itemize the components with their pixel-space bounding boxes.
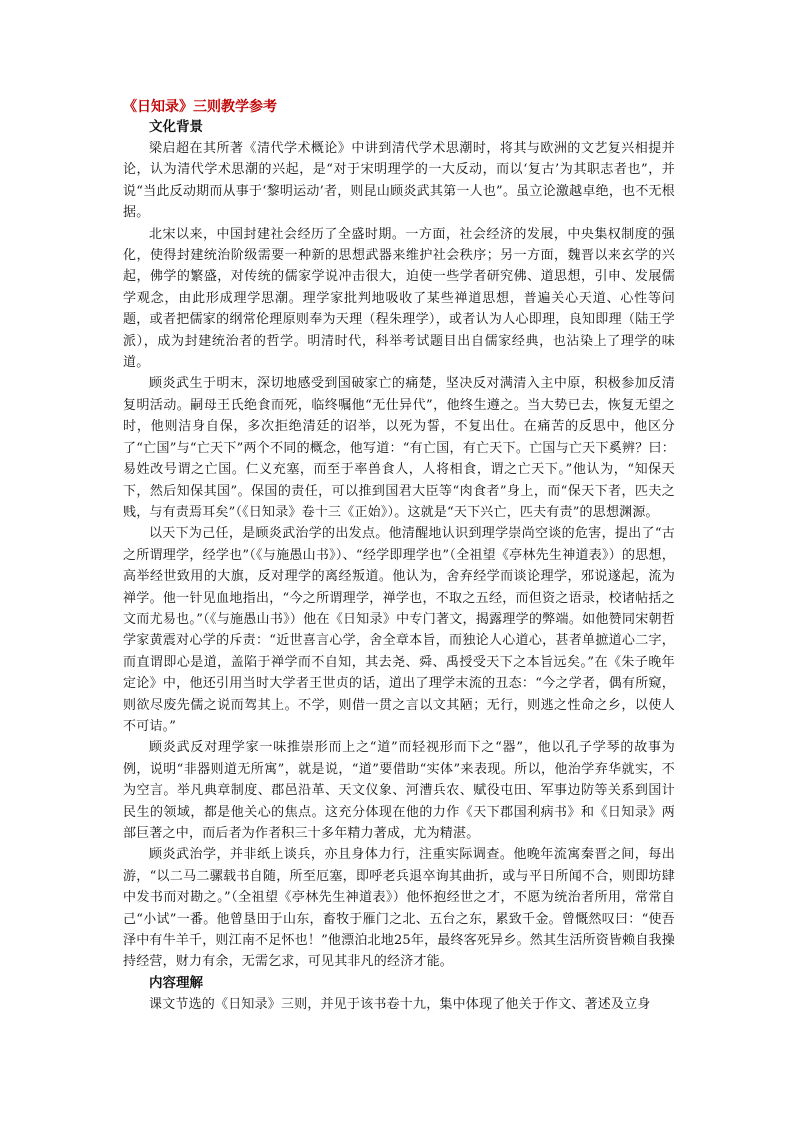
document-page [123,97,675,1015]
document-title: 《日知录》三则教学参考 [123,99,277,115]
paragraph: 梁启超在其所著《清代学术概论》中讲到清代学术思潮时，将其与欧洲的文艺复兴相提并论，认为清代学术思潮的兴起，是“对于宋明理学的一大反动，而以‘复古’为其职志者也”，并说“当此反动期而从事于‘黎明运动’者，则昆山顾炎武其第一人也”。虽立论激越卓绝，也不无根据。 [123,141,675,221]
paragraph: 顾炎武生于明末，深切地感受到国破家亡的痛楚，坚决反对满清入主中原，积极参加反清复明活动。嗣母王氏绝食而死，临终嘱他“无仕异代”，他终生遵之。当大势已去，恢复无望之时，他则洁身自保，多次拒绝清廷的诏举，以死为誓，不复出仕。在痛苦的反思中，他区分了“亡国”与“亡天下”两个不同的概念，他写道：“有亡国，有亡天下。亡国与亡天下奚辨？曰：易姓改号谓之亡国。仁义充塞，而至于率兽食人，人将相食，谓之亡天下。”他认为，“知保天下，然后知保其国”。保国的责任，可以推到国君大臣等“肉食者”身上，而“保天下者，匹夫之贱，与有责焉耳矣”（《日知录》卷十三《正始》）。这就是“天下兴亡，匹夫有责”的思想渊源。 [123,376,675,520]
section-heading: 内容理解 [149,974,203,991]
section-content-understanding [123,973,675,1015]
paragraph: 北宋以来，中国封建社会经历了全盛时期。一方面，社会经济的发展，中央集权制度的强化，使得封建统治阶级需要一种新的思想武器来维护社会秩序；另一方面，魏晋以来玄学的兴起，佛学的繁盛，对传统的儒家学说冲击很大，迫使一些学者研究佛、道思想，引申、发展儒学观念，由此形成理学思潮。理学家批判地吸收了某些禅道思想，普遍关心天道、心性等问题，或者把儒家的纲常伦理原则奉为天理（程朱理学），或者认为人心即理，良知即理（陆王学派），成为封建统治者的哲学。明清时代，科举考试题目出自儒家经典，也沾染上了理学的味道。 [123,226,675,371]
paragraph: 顾炎武反对理学家一味推崇形而上之“道”而轻视形而下之“器”，他以孔子学琴的故事为例，说明“非器则道无所寓”，就是说，“道”要借助“实体”来表现。所以，他治学弃华就实，不为空言。举凡典章制度、郡邑沿革、天文仪象、河漕兵农、赋役屯田、军事边防等关系到国计民生的领域，都是他关心的焦点。这充分体现在他的力作《天下郡国利病书》和《日知录》两部巨著之中，而后者为作者积三十多年精力著成，尤为精湛。 [123,740,675,841]
section-cultural-background [123,117,675,973]
paragraph: 以天下为己任，是顾炎武治学的出发点。他清醒地认识到理学崇尚空谈的危害，提出了“古之所谓理学，经学也”（《与施愚山书》）、“经学即理学也”（全祖望《亭林先生神道表》）的思想，高举经世致用的大旗，反对理学的离经叛道。他认为，舍弃经学而谈论理学，邪说遂起，流为禅学。他一针见血地指出，“今之所谓理学，禅学也，不取之五经，而但资之语录，校诸帖括之文而尤易也。”（《与施愚山书》）他在《日知录》中专门著文，揭露理学的弊端。如他赞同宋朝哲学家黄震对心学的斥责：“近世喜言心学，舍全章本旨，而独论人心道心，甚者单摭道心二字，而直谓即心是道，盖陷于禅学而不自知，其去尧、舜、禹授受天下之本旨远矣。”在《朱子晚年定论》中，他还引用当时大学者王世贞的话，道出了理学末流的丑态：“今之学者，偶有所窥，则欲尽废先儒之说而驾其上。不学，则借一贯之言以文其陋；无行，则逃之性命之乡，以使人不可诘。” [123,526,675,734]
paragraph: 课文节选的《日知录》三则，并见于该书卷十九，集中体现了他关于作文、著述及立身 [149,996,651,1012]
section-heading: 文化背景 [149,119,203,135]
paragraph: 顾炎武治学，并非纸上谈兵，亦且身体力行，注重实际调查。他晚年流寓秦晋之间，每出游，“以二马二骡载书自随，所至厄塞，即呼老兵退卒询其曲折，或与平日所闻不合，则即坊肆中发书而对勘之。”（全祖望《亭林先生神道表》）他怀抱经世之才，不愿为统治者所用，常常自己“小试”一番。他曾垦田于山东，畜牧于雁门之北、五台之东，累致千金。曾慨然叹曰：“使吾泽中有牛羊千，则江南不足怀也！”他漂泊北地25年，最终客死异乡。然其生活所资皆赖自我操持经营，财力有余，无需乞求，可见其非凡的经济才能。 [123,847,675,970]
